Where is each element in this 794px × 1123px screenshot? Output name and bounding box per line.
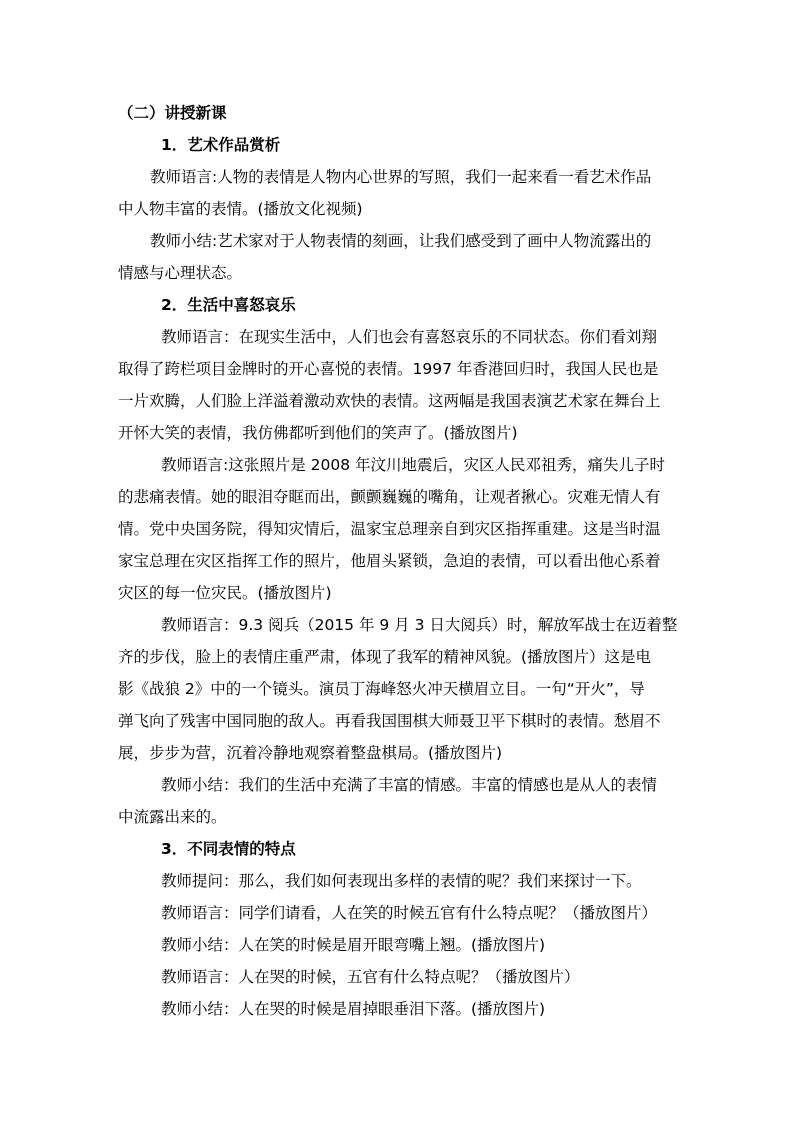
paragraph-line: 情感与心理状态。 [118,264,243,282]
paragraph-line: 教师语言：人在哭的时候，五官有什么特点呢？（播放图片） [161,968,580,986]
heading-expression-features: 3．不同表情的特点 [161,840,296,858]
paragraph-line: 中人物丰富的表情。(播放文化视频) [118,200,363,218]
paragraph-line: 教师提问：那么，我们如何表现出多样的表情的呢？我们来探讨一下。 [161,872,642,890]
heading-art-appreciation: 1．艺术作品赏析 [161,136,281,154]
paragraph-line: 教师语言:这张照片是 2008 年汶川地震后，灾区人民邓祖秀，痛失儿子时 [161,456,666,474]
paragraph-line: 教师语言：在现实生活中，人们也会有喜怒哀乐的不同状态。你们看刘翔 [161,328,658,346]
paragraph-line: 灾区的每一位灾民。(播放图片) [118,584,332,602]
paragraph-line: 教师小结:艺术家对于人物表情的刻画，让我们感受到了画中人物流露出的 [150,232,652,250]
paragraph-line: 教师语言:人物的表情是人物内心世界的写照，我们一起来看一看艺术作品 [150,168,652,186]
paragraph-line: 家宝总理在灾区指挥工作的照片，他眉头紧锁，急迫的表情，可以看出他心系着 [118,552,661,570]
section-title: （二）讲授新课 [118,104,227,122]
paragraph-line: 开怀大笑的表情，我仿佛都听到他们的笑声了。(播放图片) [118,424,518,442]
paragraph-line: 一片欢腾，人们脸上洋溢着激动欢快的表情。这两幅是我国表演艺术家在舞台上 [118,392,661,410]
paragraph-line: 的悲痛表情。她的眼泪夺眶而出，颤颤巍巍的嘴角，让观者揪心。灾难无情人有 [118,488,661,506]
paragraph-line: 教师小结：人在哭的时候是眉掉眼垂泪下落。(播放图片) [161,1000,546,1018]
heading-emotions-in-life: 2．生活中喜怒哀乐 [161,296,296,314]
paragraph-line: 教师语言：9.3 阅兵（2015 年 9 月 3 日大阅兵）时，解放军战士在迈着整 [161,616,678,634]
paragraph-line: 取得了跨栏项目金牌时的开心喜悦的表情。1997 年香港回归时，我国人民也是 [118,360,659,378]
paragraph-line: 弹飞向了残害中国同胞的敌人。再看我国围棋大师聂卫平下棋时的表情。愁眉不 [118,712,661,730]
paragraph-line: 情。党中央国务院，得知灾情后，温家宝总理亲自到灾区指挥重建。这是当时温 [118,520,661,538]
lesson-content [118,97,680,1025]
paragraph-line: 展，步步为营，沉着冷静地观察着整盘棋局。(播放图片) [118,744,503,762]
paragraph-line: 影《战狼 2》中的一个镜头。演员丁海峰怒火冲天横眉立目。一句“开火”，导 [118,680,645,698]
paragraph-line: 教师小结：我们的生活中充满了丰富的情感。丰富的情感也是从人的表情 [161,776,658,794]
paragraph-line: 中流露出来的。 [118,808,227,826]
paragraph-line: 齐的步伐，脸上的表情庄重严肃，体现了我军的精神风貌。(播放图片）这是电 [118,648,652,666]
paragraph-line: 教师语言：同学们请看，人在笑的时候五官有什么特点呢？（播放图片） [161,904,658,922]
paragraph-line: 教师小结：人在笑的时候是眉开眼弯嘴上翘。(播放图片) [161,936,546,954]
